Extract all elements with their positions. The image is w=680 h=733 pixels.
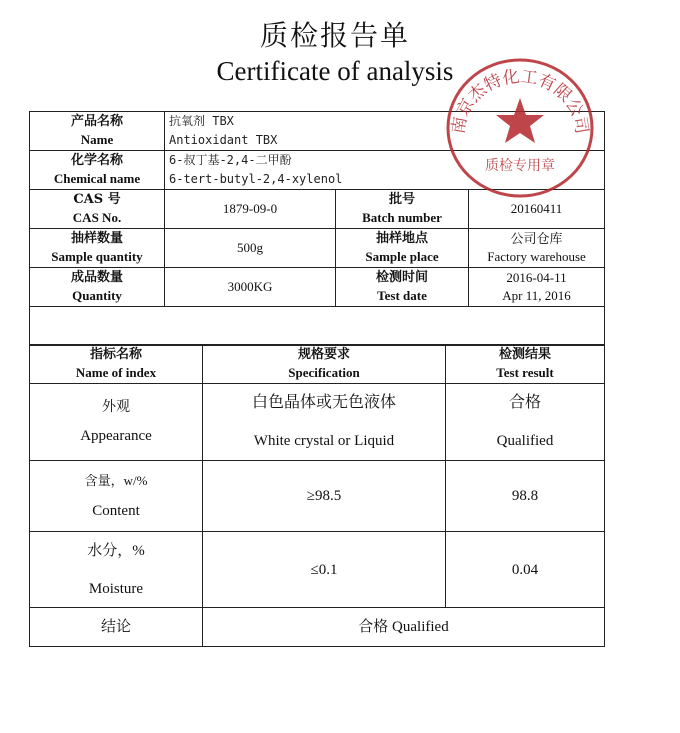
quantity-label-en: Quantity [72, 288, 122, 303]
name-value-cn: 抗氧剂 TBX [169, 114, 234, 128]
batch-label-cn: 批号 [388, 192, 415, 207]
content-index-cn: 含量，w/% [84, 473, 148, 488]
page-title-cn: 质检报告单 [259, 19, 410, 52]
row-blank [30, 307, 605, 346]
result-header-en: Test result [496, 365, 554, 380]
moisture-index-cn: 水分，% [87, 542, 145, 559]
result-header-cn: 检测结果 [498, 347, 551, 362]
appearance-index [30, 384, 203, 461]
table-row [30, 461, 605, 532]
conclusion-label: 结论 [30, 608, 203, 647]
appearance-result-cn: 合格 [508, 394, 541, 411]
page-title-en: Certificate of analysis [216, 56, 454, 86]
moisture-spec: ≤0.1 [203, 532, 446, 608]
seal-star-icon [496, 98, 544, 143]
blank-row [30, 307, 605, 346]
row-sample [30, 229, 605, 268]
sample-place-value-en: Factory warehouse [487, 249, 586, 264]
quantity-label-cn: 成品数量 [70, 270, 123, 285]
cas-label [30, 190, 165, 229]
conclusion-value: 合格 Qualified [203, 608, 605, 647]
table-row [30, 532, 605, 608]
name-label [30, 112, 165, 151]
test-date-value-cn: 2016-04-11 [506, 270, 567, 285]
index-header [30, 345, 203, 384]
cas-label-cn: CAS 号 [73, 192, 121, 207]
seal-bottom-text: 质检专用章 [485, 158, 555, 174]
quantity-value: 3000KG [165, 268, 336, 307]
moisture-result: 0.04 [446, 532, 605, 608]
appearance-result-en: Qualified [496, 433, 554, 449]
table-row [30, 384, 605, 461]
appearance-index-en: Appearance [80, 428, 152, 444]
sample-qty-label-cn: 抽样数量 [70, 231, 123, 246]
content-result: 98.8 [446, 461, 605, 532]
batch-value: 20160411 [469, 190, 605, 229]
moisture-index [30, 532, 203, 608]
company-seal [440, 48, 600, 204]
test-date-label-en: Test date [377, 288, 427, 303]
sample-place-label-en: Sample place [365, 249, 439, 264]
sample-qty-label [30, 229, 165, 268]
name-value-en: Antioxidant TBX [169, 133, 278, 147]
seal-top-text: 南京杰特化工有限公司 [448, 66, 592, 136]
appearance-spec-cn: 白色晶体或无色液体 [251, 394, 396, 411]
chemical-label-cn: 化学名称 [70, 153, 123, 168]
appearance-spec [203, 384, 446, 461]
test-date-value [469, 268, 605, 307]
quantity-label [30, 268, 165, 307]
appearance-result [446, 384, 605, 461]
conclusion-row [30, 608, 605, 647]
spec-header-en: Specification [288, 365, 360, 380]
appearance-spec-en: White crystal or Liquid [253, 433, 395, 449]
chemical-value-cn: 6-叔丁基-2,4-二甲酚 [169, 153, 292, 167]
name-label-cn: 产品名称 [70, 114, 123, 129]
sample-place-label [336, 229, 469, 268]
batch-label-en: Batch number [362, 210, 442, 225]
appearance-index-cn: 外观 [102, 400, 130, 415]
sample-place-value-cn: 公司仓库 [510, 231, 563, 246]
sample-place-value [469, 229, 605, 268]
index-header-cn: 指标名称 [89, 347, 142, 362]
results-header-row [30, 345, 605, 384]
content-spec: ≥98.5 [203, 461, 446, 532]
chemical-value-en: 6-tert-butyl-2,4-xylenol [169, 172, 343, 186]
spec-header-cn: 规格要求 [297, 347, 350, 362]
result-header [446, 345, 605, 384]
row-quantity [30, 268, 605, 307]
sample-qty-value: 500g [165, 229, 336, 268]
content-index [30, 461, 203, 532]
content-index-en: Content [92, 503, 140, 519]
test-date-value-en: Apr 11, 2016 [502, 288, 571, 303]
spec-header [203, 345, 446, 384]
chemical-label-en: Chemical name [53, 171, 141, 186]
cas-label-en: CAS No. [72, 210, 122, 225]
sample-qty-label-en: Sample quantity [51, 249, 143, 264]
moisture-index-en: Moisture [88, 580, 144, 597]
test-results-table [29, 344, 605, 647]
test-date-label [336, 268, 469, 307]
cas-value: 1879-09-0 [165, 190, 336, 229]
index-header-en: Name of index [75, 365, 157, 380]
name-label-en: Name [80, 132, 114, 147]
sample-place-label-cn: 抽样地点 [375, 231, 428, 246]
chemical-label [30, 151, 165, 190]
test-date-label-cn: 检测时间 [375, 270, 428, 285]
